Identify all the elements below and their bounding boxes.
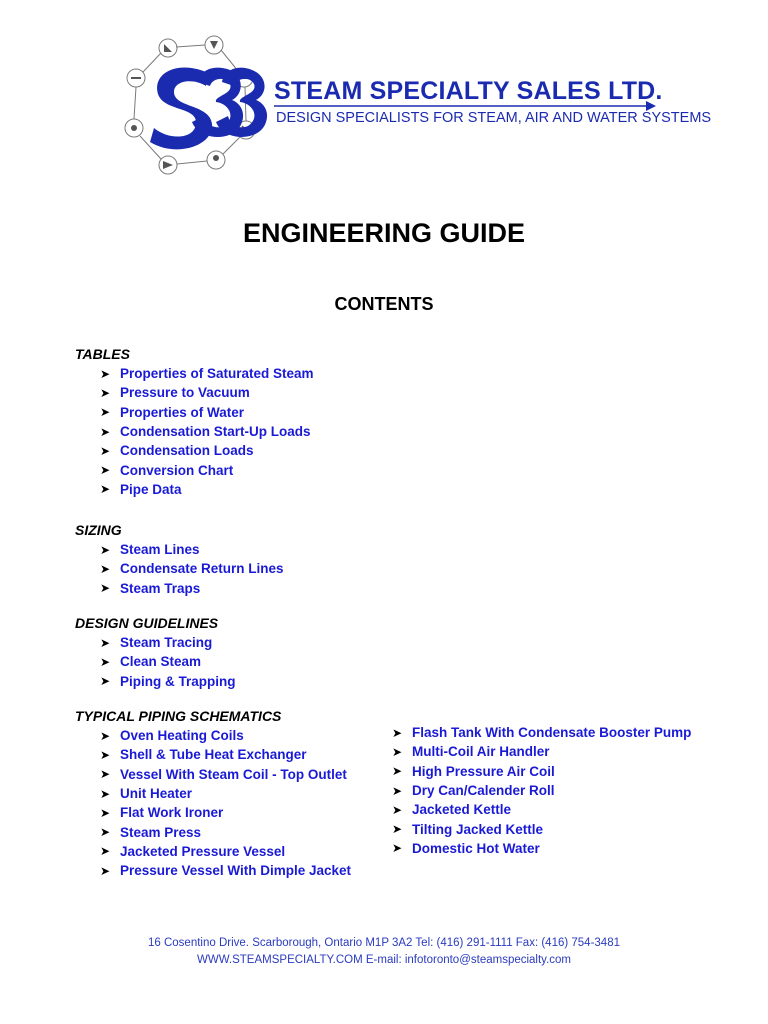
list-item [100,480,314,499]
list-item [392,762,691,781]
toc-link[interactable]: Oven Heating Coils [120,728,244,744]
toc-link[interactable]: Domestic Hot Water [412,840,540,856]
toc-link[interactable]: Multi-Coil Air Handler [412,744,550,760]
arrowhead-bullet-icon: ➤ [100,385,111,400]
company-name: STEAM SPECIALTY SALES LTD. [274,77,663,105]
toc-link[interactable]: Steam Lines [120,542,200,558]
section-heading-design-guidelines: DESIGN GUIDELINES [75,615,219,631]
list-item [100,559,284,578]
toc-link[interactable]: Jacketed Pressure Vessel [120,843,286,859]
arrowhead-bullet-icon: ➤ [100,786,111,801]
list-item [100,422,314,441]
toc-link[interactable]: Jacketed Kettle [412,802,512,818]
arrowhead-bullet-icon: ➤ [392,764,403,779]
toc-list-sizing [100,540,284,598]
list-item [100,765,351,784]
list-item [392,723,691,742]
toc-link[interactable]: Shell & Tube Heat Exchanger [120,747,307,763]
arrowhead-bullet-icon: ➤ [100,747,111,762]
toc-link[interactable]: Unit Heater [120,786,193,802]
arrowhead-bullet-icon: ➤ [100,863,111,878]
arrowhead-bullet-icon: ➤ [392,802,403,817]
toc-list-tables [100,364,314,499]
list-item [100,842,351,861]
list-item [100,460,314,479]
list-item [392,800,691,819]
toc-link[interactable]: Conversion Chart [120,462,234,478]
toc-link[interactable]: Steam Tracing [120,635,213,651]
list-item [392,781,691,800]
arrowhead-bullet-icon: ➤ [100,654,111,669]
toc-link[interactable]: Pipe Data [120,481,182,497]
arrowhead-bullet-icon: ➤ [100,443,111,458]
arrowhead-bullet-icon: ➤ [100,424,111,439]
list-item [392,819,691,838]
list-item [392,839,691,858]
arrowhead-bullet-icon: ➤ [100,405,111,420]
toc-link[interactable]: Properties of Saturated Steam [120,366,314,382]
toc-link[interactable]: Flat Work Ironer [120,805,224,821]
arrowhead-bullet-icon: ➤ [392,783,403,798]
arrowhead-bullet-icon: ➤ [100,805,111,820]
toc-link[interactable]: Piping & Trapping [120,673,236,689]
arrowhead-bullet-icon: ➤ [100,366,111,381]
list-item [100,803,351,822]
toc-link[interactable]: Pressure Vessel With Dimple Jacket [120,863,351,879]
arrowhead-bullet-icon: ➤ [100,542,111,557]
toc-link[interactable]: Steam Traps [120,580,201,596]
toc-link[interactable]: Vessel With Steam Coil - Top Outlet [120,766,347,782]
list-item [100,822,351,841]
toc-link[interactable]: Condensate Return Lines [120,561,284,577]
arrowhead-bullet-icon: ➤ [100,825,111,840]
arrowhead-bullet-icon: ➤ [100,581,111,596]
arrowhead-bullet-icon: ➤ [100,463,111,478]
list-item [100,383,314,402]
list-item [100,726,351,745]
footer-address: 16 Cosentino Drive. Scarborough, Ontario M1P 3A2 Tel: (416) 291-1111 Fax: (416) 754-3481 [148,937,620,949]
toc-link[interactable]: Clean Steam [120,654,202,670]
arrowhead-bullet-icon: ➤ [100,844,111,859]
toc-list-design [100,633,236,691]
toc-link[interactable]: Flash Tank With Condensate Booster Pump [412,725,692,741]
arrowhead-bullet-icon: ➤ [100,482,111,497]
company-tagline: DESIGN SPECIALISTS FOR STEAM, AIR AND WATER SYSTEMS [276,110,712,126]
footer-contact: WWW.STEAMSPECIALTY.COM E-mail: infotoronto@steamspecialty.com [196,954,571,966]
list-item [100,784,351,803]
toc-link[interactable]: Pressure to Vacuum [120,385,250,401]
arrowhead-bullet-icon: ➤ [100,767,111,782]
toc-list-schematics-right [392,723,691,858]
list-item [100,403,314,422]
page-title: ENGINEERING GUIDE [242,218,526,248]
arrowhead-bullet-icon: ➤ [392,822,403,837]
arrowhead-bullet-icon: ➤ [100,674,111,689]
list-item [100,579,284,598]
list-item [100,672,236,691]
arrowhead-bullet-icon: ➤ [392,725,403,740]
toc-link[interactable]: Dry Can/Calender Roll [412,783,555,799]
toc-link[interactable]: Condensation Start-Up Loads [120,424,311,440]
list-item [100,364,314,383]
toc-list-schematics-left [100,726,351,880]
toc-link[interactable]: Tilting Jacked Kettle [412,821,544,837]
toc-link[interactable]: Steam Press [120,824,202,840]
arrowhead-bullet-icon: ➤ [392,841,403,856]
section-heading-schematics: TYPICAL PIPING SCHEMATICS [75,708,282,724]
arrowhead-bullet-icon: ➤ [100,728,111,743]
list-item [100,540,284,559]
arrowhead-bullet-icon: ➤ [100,635,111,650]
list-item [392,742,691,761]
list-item [100,633,236,652]
arrowhead-bullet-icon: ➤ [100,561,111,576]
toc-link[interactable]: Properties of Water [120,404,245,420]
list-item [100,652,236,671]
toc-link[interactable]: Condensation Loads [120,443,254,459]
list-item [100,441,314,460]
toc-link[interactable]: High Pressure Air Coil [412,763,555,779]
section-heading-sizing: SIZING [75,522,122,538]
list-item [100,745,351,764]
section-heading-tables: TABLES [75,346,130,362]
list-item [100,861,351,880]
contents-heading: CONTENTS [334,294,434,314]
arrowhead-bullet-icon: ➤ [392,744,403,759]
